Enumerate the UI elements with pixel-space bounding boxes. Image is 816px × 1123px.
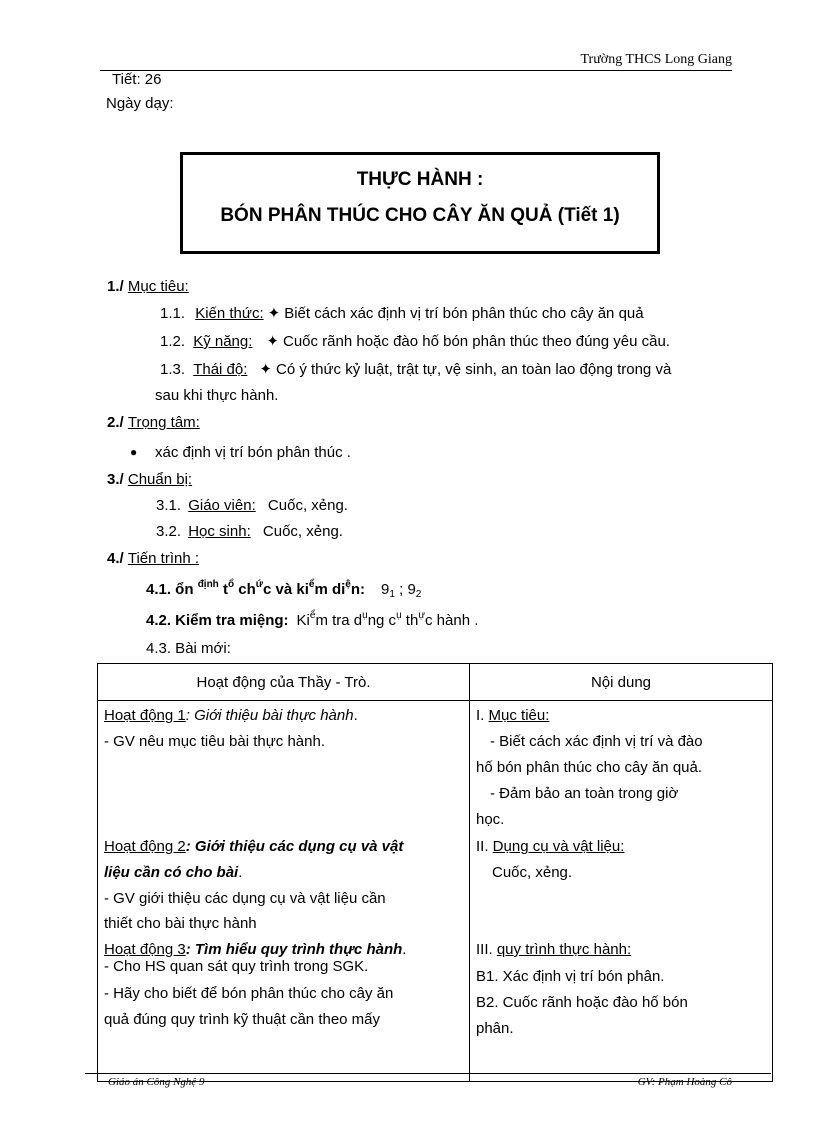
- separator: ;: [394, 581, 408, 598]
- text-part: ụ: [396, 610, 402, 621]
- focus-text: xác định vị trí bón phân thúc .: [155, 444, 351, 461]
- step-new-lesson: 4.3. Bài mới:: [146, 640, 231, 657]
- item-text: Cuốc rãnh hoặc đào hố bón phân thúc theo đúng yêu cầu.: [283, 333, 670, 350]
- text-part: ụ: [362, 610, 368, 621]
- section-label: Tiến trình :: [127, 550, 199, 567]
- prep-teacher: [156, 497, 348, 514]
- activity-1-heading: [104, 707, 358, 724]
- activity-label: Hoạt động 2: [104, 838, 186, 855]
- prep-student: [156, 523, 343, 540]
- content-label: quy trình thực hành:: [496, 941, 632, 958]
- item-text: Có ý thức kỷ luật, trật tự, vệ sinh, an toàn lao động trong và: [275, 361, 672, 378]
- lesson-table: [97, 663, 773, 1082]
- activity-3-line-3: quả đúng quy trình kỹ thuật cần theo mấy: [104, 1011, 381, 1028]
- text-part: c hành .: [425, 612, 479, 629]
- item-number: 1.1.: [160, 305, 186, 322]
- content-3-line-3: phân.: [476, 1020, 514, 1037]
- content-1-line-1: - Biết cách xác định vị trí và đào: [490, 733, 703, 750]
- section-number: 4./: [107, 550, 124, 567]
- content-2-line-1: Cuốc, xẻng.: [492, 864, 573, 881]
- activity-title: : Giới thiệu các dụng cụ và vật: [185, 838, 404, 855]
- content-3-heading: [476, 941, 631, 958]
- activity-3-line-2: - Hãy cho biết để bón phân thúc cho cây ăn: [104, 985, 394, 1002]
- item-number: 3.1.: [156, 497, 182, 514]
- title-box: [180, 152, 660, 254]
- text-part: n:: [350, 581, 366, 598]
- objective-attitude: [160, 360, 671, 378]
- content-1-line-4: học.: [476, 811, 505, 828]
- class-sub: 2: [415, 589, 422, 600]
- section-number: 2./: [107, 414, 124, 431]
- text-part: ệ: [345, 579, 351, 590]
- school-name: Trường THCS Long Giang: [580, 52, 732, 67]
- item-number: 1.3.: [160, 361, 186, 378]
- text-part: ể: [309, 610, 316, 621]
- text-part: định: [197, 579, 219, 590]
- text-part: ổ: [227, 579, 235, 590]
- activity-title: : Tìm hiểu quy trình thực hành: [185, 941, 403, 958]
- activity-label: Hoạt động 3: [104, 941, 186, 958]
- section-number: 3./: [107, 471, 124, 488]
- activity-1-line: - GV nêu mục tiêu bài thực hành.: [104, 733, 325, 750]
- content-1-line-2: hố bón phân thúc cho cây ăn quả.: [476, 759, 703, 776]
- star-icon: ✦: [259, 361, 272, 378]
- table-header-activities: Hoạt động của Thầy - Trò.: [98, 664, 470, 701]
- objective-attitude-cont: sau khi thực hành.: [155, 387, 279, 404]
- text-part: 4.2. Kiểm tra miệng:: [146, 612, 289, 629]
- text-part: ể: [308, 579, 315, 590]
- activity-dot: .: [238, 864, 243, 881]
- activity-dot: .: [353, 707, 358, 724]
- content-1-line-3: - Đảm bảo an toàn trong giờ: [490, 785, 679, 802]
- content-3-line-2: B2. Cuốc rãnh hoặc đào hố bón: [476, 994, 688, 1011]
- section-3-heading: [107, 471, 192, 488]
- text-part: m di: [314, 581, 346, 598]
- section-4-heading: [107, 550, 199, 567]
- text-part: c và ki: [263, 581, 309, 598]
- text-part: ự: [418, 610, 426, 621]
- activities-cell: [98, 701, 470, 1082]
- item-label: Giáo viên:: [188, 497, 256, 514]
- content-number: III.: [476, 941, 497, 958]
- item-label: Học sinh:: [188, 523, 251, 540]
- section-2-heading: [107, 414, 200, 431]
- content-number: I.: [476, 707, 489, 724]
- text-part: m tra d: [315, 612, 363, 629]
- item-label: Kiến thức:: [195, 305, 264, 322]
- footer-rule: [85, 1073, 771, 1074]
- title-line-1: THỰC HÀNH :: [356, 169, 484, 190]
- content-3-line-1: B1. Xác định vị trí bón phân.: [476, 968, 665, 985]
- text-part: t: [218, 581, 228, 598]
- item-number: 1.2.: [160, 333, 186, 350]
- table-header-content: Nội dung: [470, 664, 773, 701]
- section-1-heading: [107, 278, 189, 295]
- class-sub: 1: [389, 589, 395, 600]
- activity-2-heading: [104, 838, 403, 855]
- text-part: th: [401, 612, 419, 629]
- activity-2-line-1: - GV giới thiệu các dụng cụ và vật liệu cần: [104, 890, 386, 907]
- bullet-icon: ●: [130, 445, 138, 459]
- text-part: ch: [234, 581, 256, 598]
- objective-skill: [160, 332, 670, 350]
- item-label: Thái độ:: [193, 361, 248, 378]
- activity-title: : Giới thiệu bài thực hành: [185, 707, 354, 724]
- activity-dot: .: [402, 941, 407, 958]
- text-part: ng c: [367, 612, 397, 629]
- header-rule: [100, 70, 732, 71]
- step-oral-check: [146, 612, 478, 629]
- activity-3-heading: [104, 941, 406, 958]
- footer-left: Giáo án Công Nghệ 9: [108, 1076, 205, 1088]
- content-number: II.: [476, 838, 493, 855]
- content-1-heading: [476, 707, 549, 724]
- content-2-heading: [476, 838, 624, 855]
- step-class-check: [146, 581, 421, 598]
- period-label: Tiết: 26: [112, 71, 162, 88]
- content-cell: [470, 701, 773, 1082]
- item-label: Kỹ năng:: [193, 333, 253, 350]
- activity-2-line-2: thiết cho bài thực hành: [104, 915, 257, 932]
- class-name: 9: [381, 581, 390, 598]
- star-icon: ✦: [267, 305, 281, 322]
- star-icon: ✦: [266, 333, 279, 350]
- text-part: ứ: [255, 579, 264, 590]
- section-label: Chuẩn bị:: [127, 471, 193, 488]
- footer-right: GV: Phạm Hoàng Cô: [637, 1076, 732, 1088]
- activity-2-heading-cont: [104, 864, 242, 881]
- activity-title: liệu cần có cho bài: [104, 864, 239, 881]
- activity-3-line-1: - Cho HS quan sát quy trình trong SGK.: [104, 958, 369, 975]
- item-text: Cuốc, xẻng.: [267, 497, 348, 514]
- content-label: Dụng cụ và vật liệu:: [492, 838, 625, 855]
- section-number: 1./: [107, 278, 124, 295]
- text-part: 4.1. ổn: [146, 581, 198, 598]
- item-text: Cuốc, xẻng.: [262, 523, 343, 540]
- title-line-2: BÓN PHÂN THÚC CHO CÂY ĂN QUẢ (Tiết 1): [220, 205, 620, 226]
- content-label: Mục tiêu:: [488, 707, 550, 724]
- activity-label: Hoạt động 1: [104, 707, 186, 724]
- date-label: Ngày dạy:: [106, 95, 174, 112]
- section-label: Mục tiêu:: [127, 278, 189, 295]
- section-label: Trọng tâm:: [127, 414, 200, 431]
- class-name: 9: [407, 581, 416, 598]
- text-part: Ki: [296, 612, 310, 629]
- objective-knowledge: [160, 304, 644, 322]
- item-text: Biết cách xác định vị trí bón phân thúc cho cây ăn quả: [284, 305, 644, 322]
- item-number: 3.2.: [156, 523, 182, 540]
